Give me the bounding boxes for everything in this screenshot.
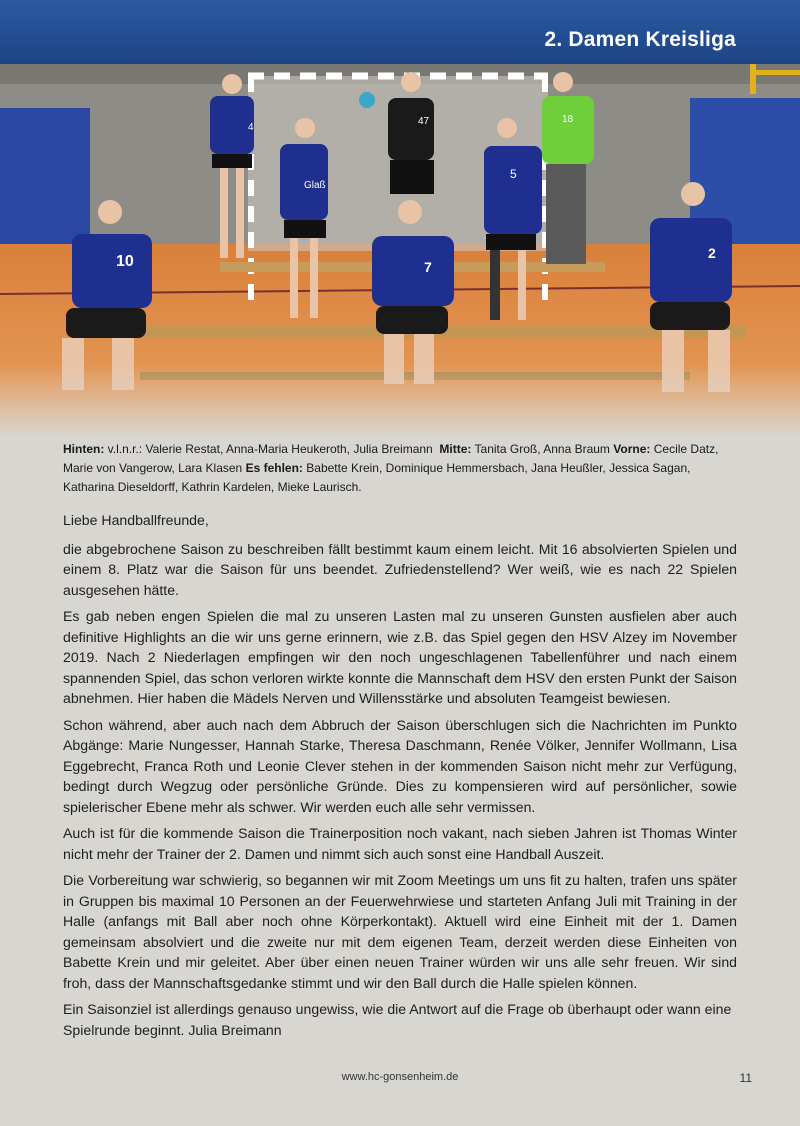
jersey-number: 5 bbox=[510, 167, 517, 181]
caption-front-label: Vorne: bbox=[613, 442, 651, 456]
header-bar bbox=[0, 0, 800, 64]
blue-mat-left bbox=[0, 108, 90, 253]
handball bbox=[359, 92, 375, 108]
jersey-number: 10 bbox=[116, 253, 134, 270]
team-photo-illustration bbox=[0, 64, 800, 438]
article-paragraph: Die Vorbereitung war schwierig, so begannen wir mit Zoom Meetings um uns fit zu halten, trafen uns später in Gruppen bis maximal 10 Personen an der Feuerwehrwiese und starteten Anfang Juli mit Training in der Halle (anfangs mit Ball aber noch ohne Körperkontakt). Aktuell wird eine Einheit mit der 1. Damen gemeinsam absolviert und die zweite nur mit dem eigenen Team, derzeit werden diese Einheiten von Babette Krein und mir geleitet. Aber über einen neuen Trainer würden wir uns alle sehr freuen. Wir sind froh, dass der Mannschaftsgedanke stimmt und wir den Ball durch die Halle spielen können. bbox=[63, 872, 737, 991]
jersey-number: 18 bbox=[562, 114, 574, 125]
caption-missing-label: Es fehlen: bbox=[245, 461, 303, 475]
jersey-number: 47 bbox=[418, 116, 430, 127]
caption-middle-names: Tanita Groß, Anna Braum bbox=[474, 442, 610, 456]
article-paragraph: Schon während, aber auch nach dem Abbruch der Saison überschlugen sich die Nachrichten im Punkto Abgänge: Marie Nungesser, Hannah Starke, Theresa Daschmann, Renée Völker, Jennifer Wollmann, Lisa Eggebrecht, Franca Roth und Leonie Clever stehen in der kommenden Saison nicht mehr zur Verfügung, bedingt durch Wegzug oder persönliche Gründe. Dies zu kompensieren wird auf persönlicher, sowie spielerischer Ebene mehr als schwer. Wir werden euch alle sehr vermissen. bbox=[63, 716, 737, 815]
article-paragraph: Ein Saisonziel ist allerdings genauso ungewiss, wie die Antwort auf die Frage ob überhaupt oder wann eine Spielrunde beginnt. Julia Breimann bbox=[63, 1001, 732, 1038]
article-paragraph: die abgebrochene Saison zu beschreiben fällt bestimmt kaum einem leicht. Mit 16 absolvierten Spielen und einem 8. Platz war die Saison für uns beendet. Zufriedenstellend? Wer weiß, wie es nach 22 Spielen ausgesehen hätte. bbox=[63, 540, 737, 598]
sponsor-label: Glaß bbox=[304, 180, 326, 191]
page-number: 11 bbox=[739, 1071, 752, 1085]
caption-middle-label: Mitte: bbox=[439, 442, 472, 456]
caption-missing-names: Babette Krein, Dominique Hemmersbach, Jana Heußler, Jessica Sagan, Katharina Dieseldorff, Kathrin Kardelen, Mieke Laurisch. bbox=[63, 461, 691, 494]
jersey-number: 7 bbox=[424, 259, 432, 275]
jersey-number: 4 bbox=[248, 122, 254, 133]
team-photo bbox=[0, 64, 800, 438]
article-paragraph: Auch ist für die kommende Saison die Trainerposition noch vakant, nach sieben Jahren ist Thomas Winter nicht mehr der Trainer der 2. Damen und nimmt sich auch sonst eine Handball Auszeit. bbox=[63, 825, 737, 862]
footer-url: www.hc-gonsenheim.de bbox=[341, 1071, 459, 1083]
article-paragraph: Es gab neben engen Spielen die mal zu unseren Lasten mal zu unseren Gunsten ausfielen aber auch definitive Highlights an die wir uns gerne erinnern, wie z.B. das Spiel gegen den HSV Alzey im November 2019. Nach 2 Niederlagen empfingen wir den noch ungeschlagenen Tabellenführer und nach einem spannenden Spiel, das schon verloren wirkte konnte die Mannschaft dem HSV den ersten Punkt der Saison abnehmen. Hier haben die Mädels Nerven und Willensstärke und absoluten Teamgeist bewiesen. bbox=[63, 608, 737, 706]
article-greeting: Liebe Handballfreunde, bbox=[63, 512, 209, 528]
caption-front-names: Cecile Datz, Marie von Vangerow, Lara Klasen bbox=[63, 442, 719, 475]
jersey-number: 2 bbox=[708, 245, 716, 261]
caption-back-label: Hinten: bbox=[63, 442, 105, 456]
caption-back-names: v.l.n.r.: Valerie Restat, Anna-Maria Heukeroth, Julia Breimann bbox=[107, 442, 433, 456]
page-title: 2. Damen Kreisliga bbox=[544, 28, 736, 51]
photo-caption bbox=[63, 440, 743, 497]
article-body bbox=[63, 510, 737, 1046]
